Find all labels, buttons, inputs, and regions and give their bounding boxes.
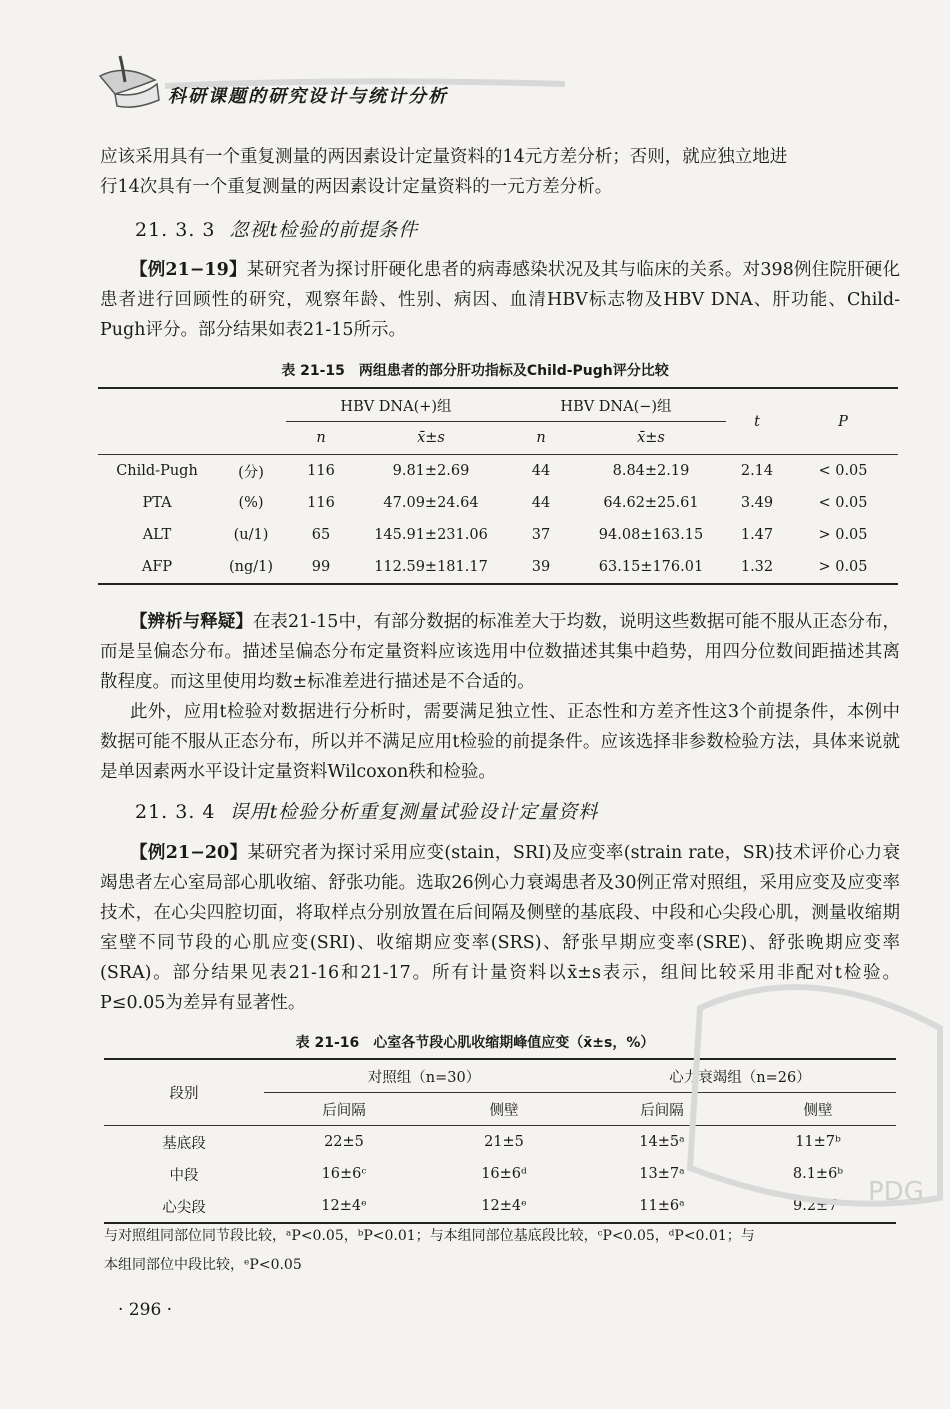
svg-text:PDG: PDG: [868, 1177, 924, 1207]
table2-seg-header: 段别: [169, 1086, 199, 1102]
table-row: 心尖段 12±4ᵉ 12±4ᵉ 11±6ᵃ 9.2±7ᵃ: [162, 1198, 844, 1216]
table-row: ALT (u/1) 65 145.91±231.06 37 94.08±163.15 1.47 > 0.05: [142, 527, 868, 543]
analysis-paragraph-2: 此外，应用t检验对数据进行分析时，需要满足独立性、正态性和方差齐性这3个前提条件，本例中数据可能不服从正态分布，所以并不满足应用t检验的前提条件。应该选择非参数检验方法，具体来说就是单因素两水平设计定量资料Wilcoxon秩和检验。: [100, 702, 900, 782]
example2-paragraph: 【例21−20】某研究者为探讨采用应变(stain，SRI)及应变率(strain rate，SR)技术评价心力衰竭患者左心室局部心肌收缩、舒张功能。选取26例心力衰竭患者及30例正常对照组，采用应变及应变率技术，在心尖四腔切面，将取样点分别放置在后间隔及侧壁的基底段、中段和心尖段心肌，测量收缩期室壁不同节段的心肌应变(SRI)、收缩期应变率(SRS)、舒张早期应变率(SRE)、舒张晚期应变率(SRA)。部分结果见表21-16和21-17。所有计量资料以x̄±s表示，组间比较采用非配对t检验。P≤0.05为差异有显著性。: [100, 843, 901, 1013]
table1: HBV DNA(+)组 HBV DNA(−)组 t P n x̄±s n x̄±s Child-Pugh (分) 116 9.81±2.69 44 8.84±2.19 2.14 < 0.05 PTA (%) 116 47.09±24.64 44 64.62±25.61 3.49 < 0.05 ALT (u/1) 65 145.91±231.06 37 94.08±163.15 1.47 > 0.05 AFP (ng/1) 99 112.59±181.17 39 63.15±176.01 1.32 > 0.05: [98, 387, 898, 585]
table-row: Child-Pugh (分) 116 9.81±2.69 44 8.84±2.19 2.14 < 0.05: [116, 463, 868, 481]
table1-group2-header: HBV DNA(−)组: [506, 388, 726, 422]
table2: 段别 对照组（n=30） 心力衰竭组（n=26） 后间隔 侧壁 后间隔 侧壁 基底段 22±5 21±5 14±5ᵃ 11±7ᵇ 中段 16±6ᶜ 16±6ᵈ 13±7ᵃ 8.1±6ᵇ 心尖段 12±4ᵉ 12±4ᵉ 11±6ᵃ 9.2±7ᵃ: [104, 1058, 896, 1224]
header-title: 科研课题的研究设计与统计分析: [168, 86, 448, 107]
table1-t-header: t: [754, 413, 760, 430]
table1-group1-header: HBV DNA(+)组: [286, 388, 506, 422]
table2-footnote: 与对照组同部位同节段比较，ᵃP<0.05，ᵇP<0.01；与本组同部位基底段比较，ᶜP<0.05，ᵈP<0.01；与 本组同部位中段比较，ᵉP<0.05: [104, 1228, 755, 1273]
intro-paragraph: 应该采用具有一个重复测量的两因素设计定量资料的14元方差分析；否则，就应独立地进 行14次具有一个重复测量的两因素设计定量资料的一元方差分析。: [100, 147, 788, 197]
table2-caption: 表 21-16 心室各节段心肌收缩期峰值应变（x̄±s，%）: [295, 1035, 655, 1051]
table-row: PTA (%) 116 47.09±24.64 44 64.62±25.61 3.49 < 0.05: [142, 495, 868, 511]
table2-group1-header: 对照组（n=30）: [264, 1059, 584, 1093]
table1-caption: 表 21-15 两组患者的部分肝功指标及Child-Pugh评分比较: [281, 363, 669, 379]
example1-paragraph: 【例21−19】某研究者为探讨肝硬化患者的病毒感染状况及其与临床的关系。对398例住院肝硬化患者进行回顾性的研究，观察年龄、性别、病因、血清HBV标志物及HBV DNA、肝功能、Child-Pugh评分。部分结果如表21-15所示。: [100, 260, 900, 340]
table-row: 中段 16±6ᶜ 16±6ᵈ 13±7ᵃ 8.1±6ᵇ: [169, 1166, 844, 1184]
table-row: 基底段 22±5 21±5 14±5ᵃ 11±7ᵇ: [162, 1134, 841, 1152]
section-heading-2: 21. 3. 4 误用t检验分析重复测量试验设计定量资料: [135, 801, 599, 823]
table-row: AFP (ng/1) 99 112.59±181.17 39 63.15±176.01 1.32 > 0.05: [141, 559, 868, 575]
table2-group2-header: 心力衰竭组（n=26）: [584, 1059, 896, 1093]
section-heading-1: 21. 3. 3 忽视t检验的前提条件: [135, 219, 419, 241]
page-number: · 296 ·: [118, 1300, 173, 1320]
watermark-stamp: [660, 968, 950, 1213]
analysis-paragraph-1: 【辨析与释疑】在表21-15中，有部分数据的标准差大于均数，说明这些数据可能不服从正态分布，而是呈偏态分布。描述呈偏态分布定量资料应该选用中位数描述其集中趋势，用四分位数间距描述其离散程度。而这里使用均数±标准差进行描述是不合适的。: [100, 612, 901, 692]
table1-p-header: P: [838, 413, 848, 430]
